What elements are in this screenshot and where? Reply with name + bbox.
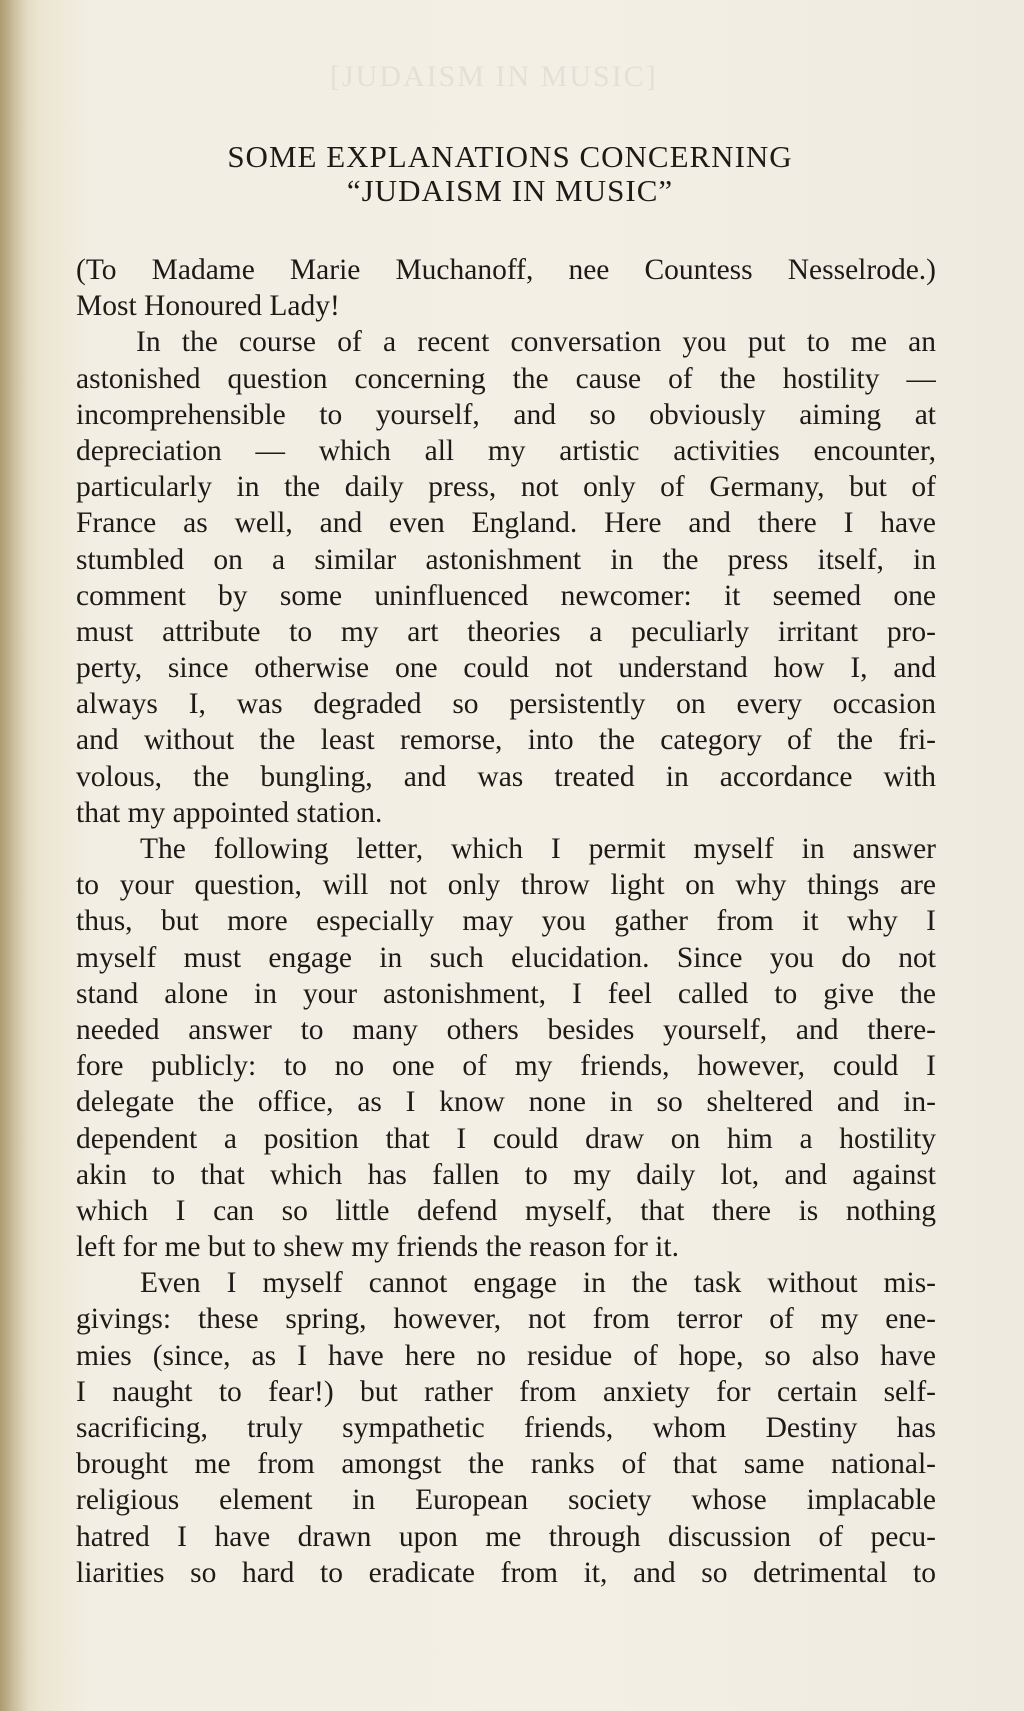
paragraph: [76, 1265, 936, 1591]
body-text: [76, 252, 936, 1591]
text-line: delegate the office, as I know none in so sheltered and in-: [76, 1086, 936, 1119]
text-line: incomprehensible to yourself, and so obviously aiming at: [76, 398, 936, 431]
text-line: left for me but to shew my friends the reason for it.: [76, 1231, 679, 1264]
text-line: fore publicly: to no one of my friends, however, could I: [76, 1050, 936, 1083]
text-line: akin to that which has fallen to my daily lot, and against: [76, 1158, 936, 1191]
text-line: particularly in the daily press, not only of Germany, but of: [76, 471, 936, 504]
text-line: that my appointed station.: [76, 796, 383, 829]
text-line: perty, since otherwise one could not understand how I, and: [76, 652, 936, 685]
text-line: which I can so little defend myself, that there is nothing: [76, 1194, 936, 1227]
text-line: brought me from amongst the ranks of that same national-: [76, 1448, 936, 1481]
text-line: always I, was degraded so persistently on every occasion: [76, 688, 936, 721]
text-line: France as well, and even England. Here and there I have: [76, 507, 936, 540]
text-line: and without the least remorse, into the category of the fri-: [76, 724, 936, 757]
text-line: needed answer to many others besides yourself, and there-: [76, 1013, 936, 1046]
text-line: comment by some uninfluenced newcomer: it seemed one: [76, 579, 936, 612]
text-line: givings: these spring, however, not from terror of my ene-: [76, 1303, 936, 1336]
text-line: depreciation — which all my artistic activities encounter,: [76, 434, 936, 467]
title-line-1: SOME EXPLANATIONS CONCERNING: [227, 139, 793, 174]
dedication-line: (To Madame Marie Muchanoff, nee Countess Nesselrode.): [76, 254, 936, 286]
text-line: astonished question concerning the cause of the hostility —: [76, 362, 936, 395]
text-line: dependent a position that I could draw on him a hostility: [76, 1122, 936, 1155]
text-line: Even I myself cannot engage in the task without mis-: [140, 1267, 936, 1300]
salutation-line: Most Honoured Lady!: [76, 290, 340, 323]
text-line: religious element in European society whose implacable: [76, 1484, 936, 1517]
text-line: stand alone in your astonishment, I feel called to give the: [76, 977, 936, 1010]
text-line: In the course of a recent conversation you put to me an: [136, 326, 936, 359]
spine-shadow: [0, 0, 28, 1711]
paragraph: [76, 324, 936, 831]
text-line: mies (since, as I have here no residue of hope, so also have: [76, 1339, 936, 1372]
paragraph: [76, 831, 936, 1265]
text-line: thus, but more especially may you gather from it why I: [76, 905, 936, 938]
text-line: I naught to fear!) but rather from anxiety for certain self-: [76, 1375, 936, 1408]
showthrough-header: [JUDAISM IN MUSIC]: [330, 60, 658, 93]
text-line: myself must engage in such elucidation. Since you do not: [76, 941, 936, 974]
text-line: must attribute to my art theories a peculiarly irritant pro-: [76, 615, 936, 648]
paragraphs: [76, 324, 936, 1591]
text-line: liarities so hard to eradicate from it, and so detrimental to: [76, 1556, 936, 1589]
title-line-2: “JUDAISM IN MUSIC”: [346, 173, 674, 208]
text-line: volous, the bungling, and was treated in accordance with: [76, 760, 936, 793]
text-line: sacrificing, truly sympathetic friends, whom Destiny has: [76, 1412, 936, 1444]
text-line: stumbled on a similar astonishment in the press itself, in: [76, 543, 936, 576]
text-line: to your question, will not only throw light on why things are: [76, 869, 936, 902]
chapter-title: [80, 140, 940, 208]
text-line: The following letter, which I permit myself in answer: [140, 833, 936, 865]
text-line: hatred I have drawn upon me through discussion of pecu-: [76, 1520, 936, 1553]
